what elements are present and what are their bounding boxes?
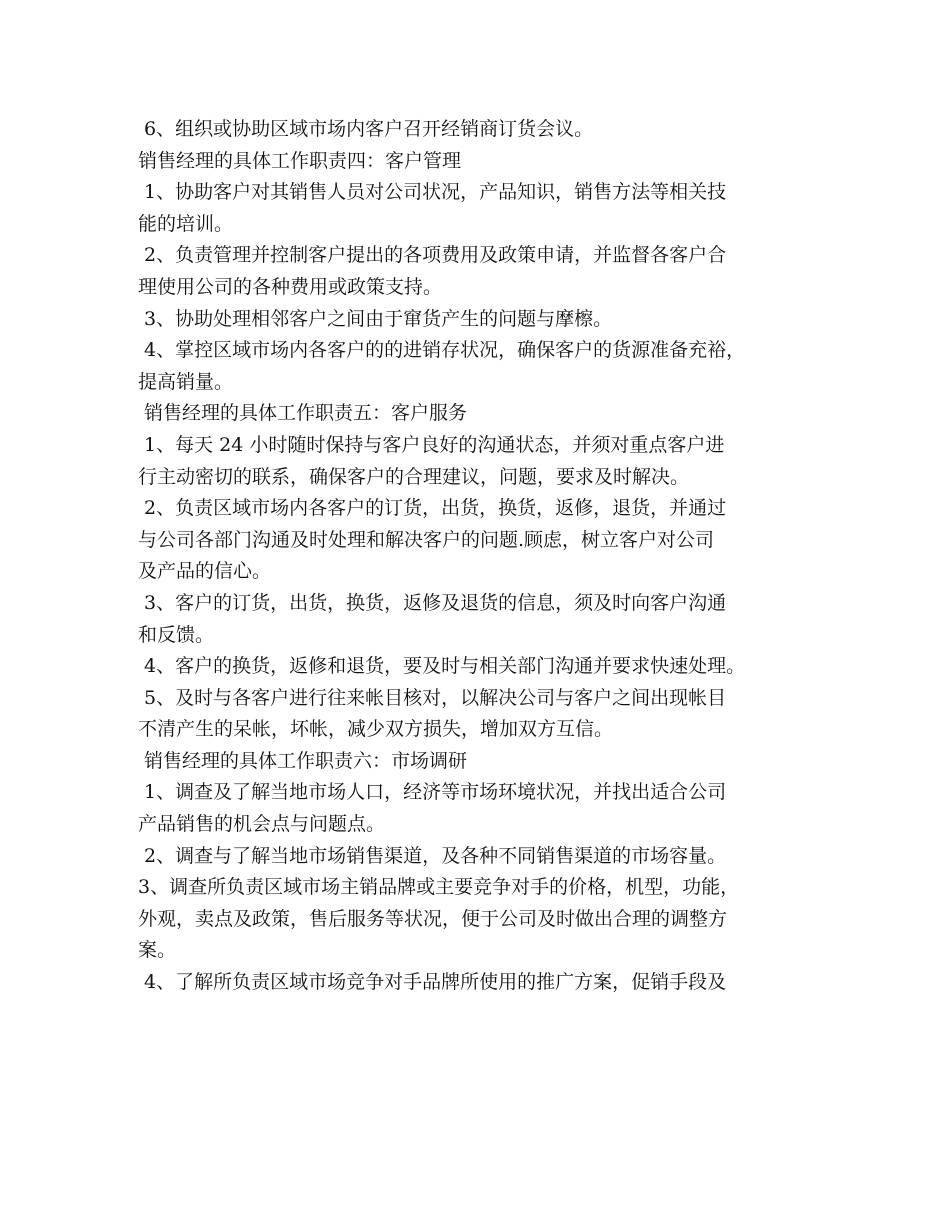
text-line: 提高销量。 — [138, 370, 234, 393]
text-line: 和反馈。 — [138, 623, 215, 646]
section-heading: 销售经理的具体工作职责四：客户管理 — [138, 149, 462, 172]
text-line: 与公司各部门沟通及时处理和解决客户的问题.顾虑，树立客户对公司 — [138, 528, 715, 551]
text-line: 2、负责区域市场内各客户的订货，出货，换货，返修，退货，并通过 — [138, 497, 727, 520]
text-line: 6、组织或协助区域市场内客户召开经销商订货会议。 — [138, 118, 594, 140]
section-heading: 销售经理的具体工作职责五：客户服务 — [138, 402, 468, 425]
text-line: 及产品的信心。 — [138, 560, 272, 583]
text-line: 3、协助处理相邻客户之间由于窜货产生的问题与摩檫。 — [138, 307, 613, 330]
text-line: 3、调查所负责区域市场主销品牌或主要竞争对手的价格，机型，功能， — [138, 876, 740, 899]
text-line: 1、每天 24 小时随时保持与客户良好的沟通状态，并须对重点客户进 — [138, 433, 725, 456]
document-body — [138, 114, 828, 999]
text-line: 案。 — [138, 939, 177, 962]
text-line: 1、调查及了解当地市场人口，经济等市场环境状况，并找出适合公司 — [138, 781, 727, 804]
text-line: 外观，卖点及政策，售后服务等状况，便于公司及时做出合理的调整方 — [138, 907, 728, 930]
text-line: 1、协助客户对其销售人员对公司状况，产品知识，销售方法等相关技 — [138, 181, 727, 204]
text-line: 2、调查与了解当地市场销售渠道，及各种不同销售渠道的市场容量。 — [138, 844, 727, 867]
text-line: 产品销售的机会点与问题点。 — [138, 813, 386, 836]
text-line: 理使用公司的各种费用或政策支持。 — [138, 275, 443, 298]
text-line: 行主动密切的联系，确保客户的合理建议，问题，要求及时解决。 — [138, 465, 690, 488]
text-line: 4、客户的换货，返修和退货，要及时与相关部门沟通并要求快速处理。 — [138, 655, 746, 678]
text-line: 4、了解所负责区域市场竞争对手品牌所使用的推广方案，促销手段及 — [138, 971, 727, 994]
text-line: 2、负责管理并控制客户提出的各项费用及政策申请，并监督各客户合 — [138, 244, 727, 267]
section-heading: 销售经理的具体工作职责六：市场调研 — [138, 749, 468, 772]
text-line: 不清产生的呆帐，坏帐，减少双方损失，增加双方互信。 — [138, 718, 614, 741]
text-line: 4、掌控区域市场内各客户的的进销存状况，确保客户的货源准备充裕， — [138, 339, 746, 362]
text-line: 3、客户的订货，出货，换货，返修及退货的信息，须及时向客户沟通 — [138, 591, 727, 614]
text-line: 5、及时与各客户进行往来帐目核对，以解决公司与客户之间出现帐目 — [138, 686, 727, 709]
text-line: 能的培训。 — [138, 212, 234, 235]
